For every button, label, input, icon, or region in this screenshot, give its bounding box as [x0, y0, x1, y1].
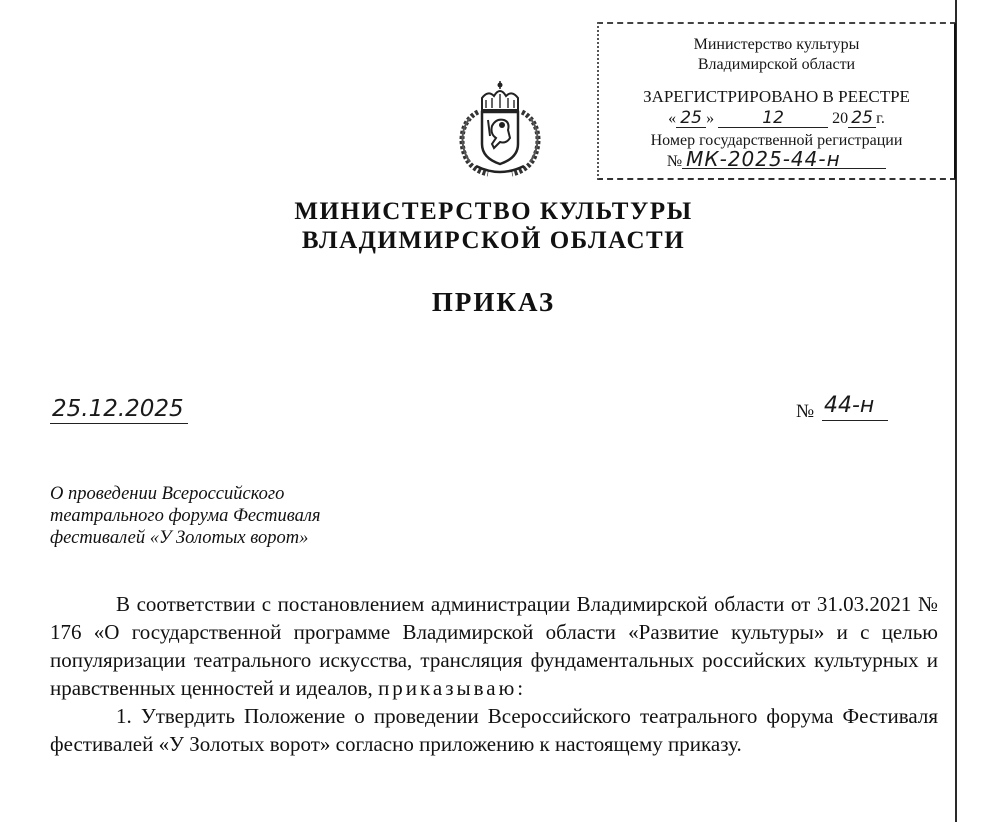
preamble-text: В соответствии с постановлением администрации Владимирской области от 31.03.2021 № 176 «О государственной программе Владимирской области «Развитие культуры» и с целью популяризации театрального искусства, трансляция фундаментальных российских культурных и нравственных ценностей и идеалов,: [50, 592, 938, 700]
ministry-name-line1: МИНИСТЕРСТВО КУЛЬТУРЫ: [294, 198, 693, 225]
stamp-number-sign: №: [666, 153, 683, 170]
stamp-registered-label: ЗАРЕГИСТРИРОВАНО В РЕЕСТРЕ: [643, 87, 910, 106]
ministry-name-line2: ВЛАДИМИРСКОЙ ОБЛАСТИ: [301, 227, 686, 254]
stamp-date-month: 12: [718, 109, 828, 128]
stamp-year-prefix: 20: [832, 110, 849, 127]
stamp-date-day: 25: [676, 109, 706, 128]
stamp-date-line: [599, 109, 954, 128]
order-item-1: 1. Утвердить Положение о проведении Всероссийского театрального форума Фестиваля фестивалей «У Золотых ворот» согласно приложению к настоящему приказу.: [50, 704, 938, 756]
order-date: 25.12.2025: [50, 396, 188, 424]
stamp-reg-number-label: Номер государственной регистрации: [650, 132, 903, 149]
preamble-paragraph: [50, 590, 938, 702]
order-number: 44-н: [822, 392, 888, 421]
subject-line1: О проведении Всероссийского: [50, 484, 285, 504]
order-subject: [50, 483, 321, 549]
document-title: ПРИКАЗ: [431, 287, 556, 317]
subject-line3: фестивалей «У Золотых ворот»: [50, 528, 309, 548]
subject-line2: театрального форума Фестиваля: [50, 506, 321, 526]
stamp-reg-number-line: [599, 147, 954, 171]
stamp-reg-number: МК-2025-44-н: [682, 150, 886, 169]
order-directive-word: приказываю:: [378, 676, 527, 700]
stamp-year-suffix: 25: [848, 109, 876, 128]
stamp-ministry-line1: Министерство культуры: [693, 36, 860, 53]
coat-of-arms-icon: [448, 78, 552, 178]
stamp-year-abbr: г.: [876, 110, 885, 127]
stamp-date-open-quote: «: [668, 110, 677, 127]
stamp-ministry-line2: Владимирской области: [697, 56, 856, 73]
order-body: [50, 590, 938, 758]
order-number-sign: №: [796, 401, 815, 422]
stamp-date-close-quote: »: [706, 110, 715, 127]
registration-stamp: [597, 22, 956, 180]
